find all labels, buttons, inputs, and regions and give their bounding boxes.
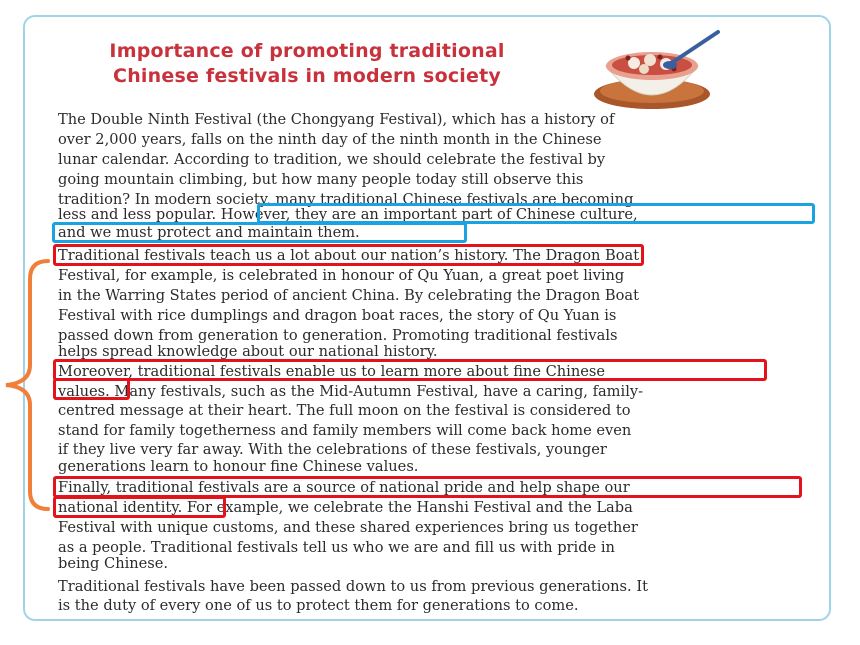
body-line: is the duty of every one of us to protect them for generations to come.: [58, 597, 579, 614]
title-line-2: Chinese festivals in modern society: [113, 65, 501, 87]
curly-brace-icon: [0, 255, 60, 515]
body-line: as a people. Traditional festivals tell us who we are and fill us with pride in: [58, 539, 615, 556]
body-line: generations learn to honour fine Chinese values.: [58, 458, 419, 475]
body-line: over 2,000 years, falls on the ninth day of the ninth month in the Chinese: [58, 131, 602, 148]
body-line: The Double Ninth Festival (the Chongyang Festival), which has a history of: [58, 111, 615, 128]
title-line-1: Importance of promoting traditional: [109, 40, 505, 62]
body-line: less and less popular. However, they are an important part of Chinese culture,: [58, 206, 638, 223]
body-line: helps spread knowledge about our national history.: [58, 343, 438, 360]
highlight-box-red: [53, 359, 767, 381]
body-line: Traditional festivals teach us a lot about our nation’s history. The Dragon Boat: [58, 247, 640, 264]
body-line: Finally, traditional festivals are a source of national pride and help shape our: [58, 479, 630, 496]
highlight-box-red: [53, 476, 802, 498]
body-line: values. Many festivals, such as the Mid-Autumn Festival, have a caring, family-: [58, 383, 644, 400]
body-line: Moreover, traditional festivals enable us to learn more about fine Chinese: [58, 363, 606, 380]
highlight-box-red: [53, 244, 644, 266]
body-line: stand for family togetherness and family members will come back home even: [58, 422, 632, 439]
body-line: going mountain climbing, but how many people today still observe this: [58, 171, 584, 188]
body-line: national identity. For example, we celebrate the Hanshi Festival and the Laba: [58, 499, 633, 516]
body-line: and we must protect and maintain them.: [58, 224, 360, 241]
body-line: Festival with unique customs, and these shared experiences bring us together: [58, 519, 638, 536]
body-line: tradition? In modern society, many traditional Chinese festivals are becoming: [58, 191, 634, 208]
highlight-box-red: [53, 496, 226, 518]
body-line: being Chinese.: [58, 555, 169, 572]
highlight-box-blue: [257, 203, 815, 224]
highlight-box-red: [53, 378, 130, 400]
body-line: lunar calendar. According to tradition, we should celebrate the festival by: [58, 151, 606, 168]
highlight-box-blue: [52, 222, 467, 243]
body-line: Festival, for example, is celebrated in honour of Qu Yuan, a great poet living: [58, 267, 625, 284]
body-line: if they live very far away. With the celebrations of these festivals, younger: [58, 441, 607, 458]
body-line: passed down from generation to generation. Promoting traditional festivals: [58, 327, 618, 344]
body-line: centred message at their heart. The full moon on the festival is considered to: [58, 402, 631, 419]
tangyuan-bowl-icon: [590, 24, 730, 112]
body-line: Festival with rice dumplings and dragon boat races, the story of Qu Yuan is: [58, 307, 617, 324]
body-line: Traditional festivals have been passed down to us from previous generations. It: [58, 578, 648, 595]
article-title: [47, 39, 567, 89]
body-line: in the Warring States period of ancient China. By celebrating the Dragon Boat: [58, 287, 639, 304]
